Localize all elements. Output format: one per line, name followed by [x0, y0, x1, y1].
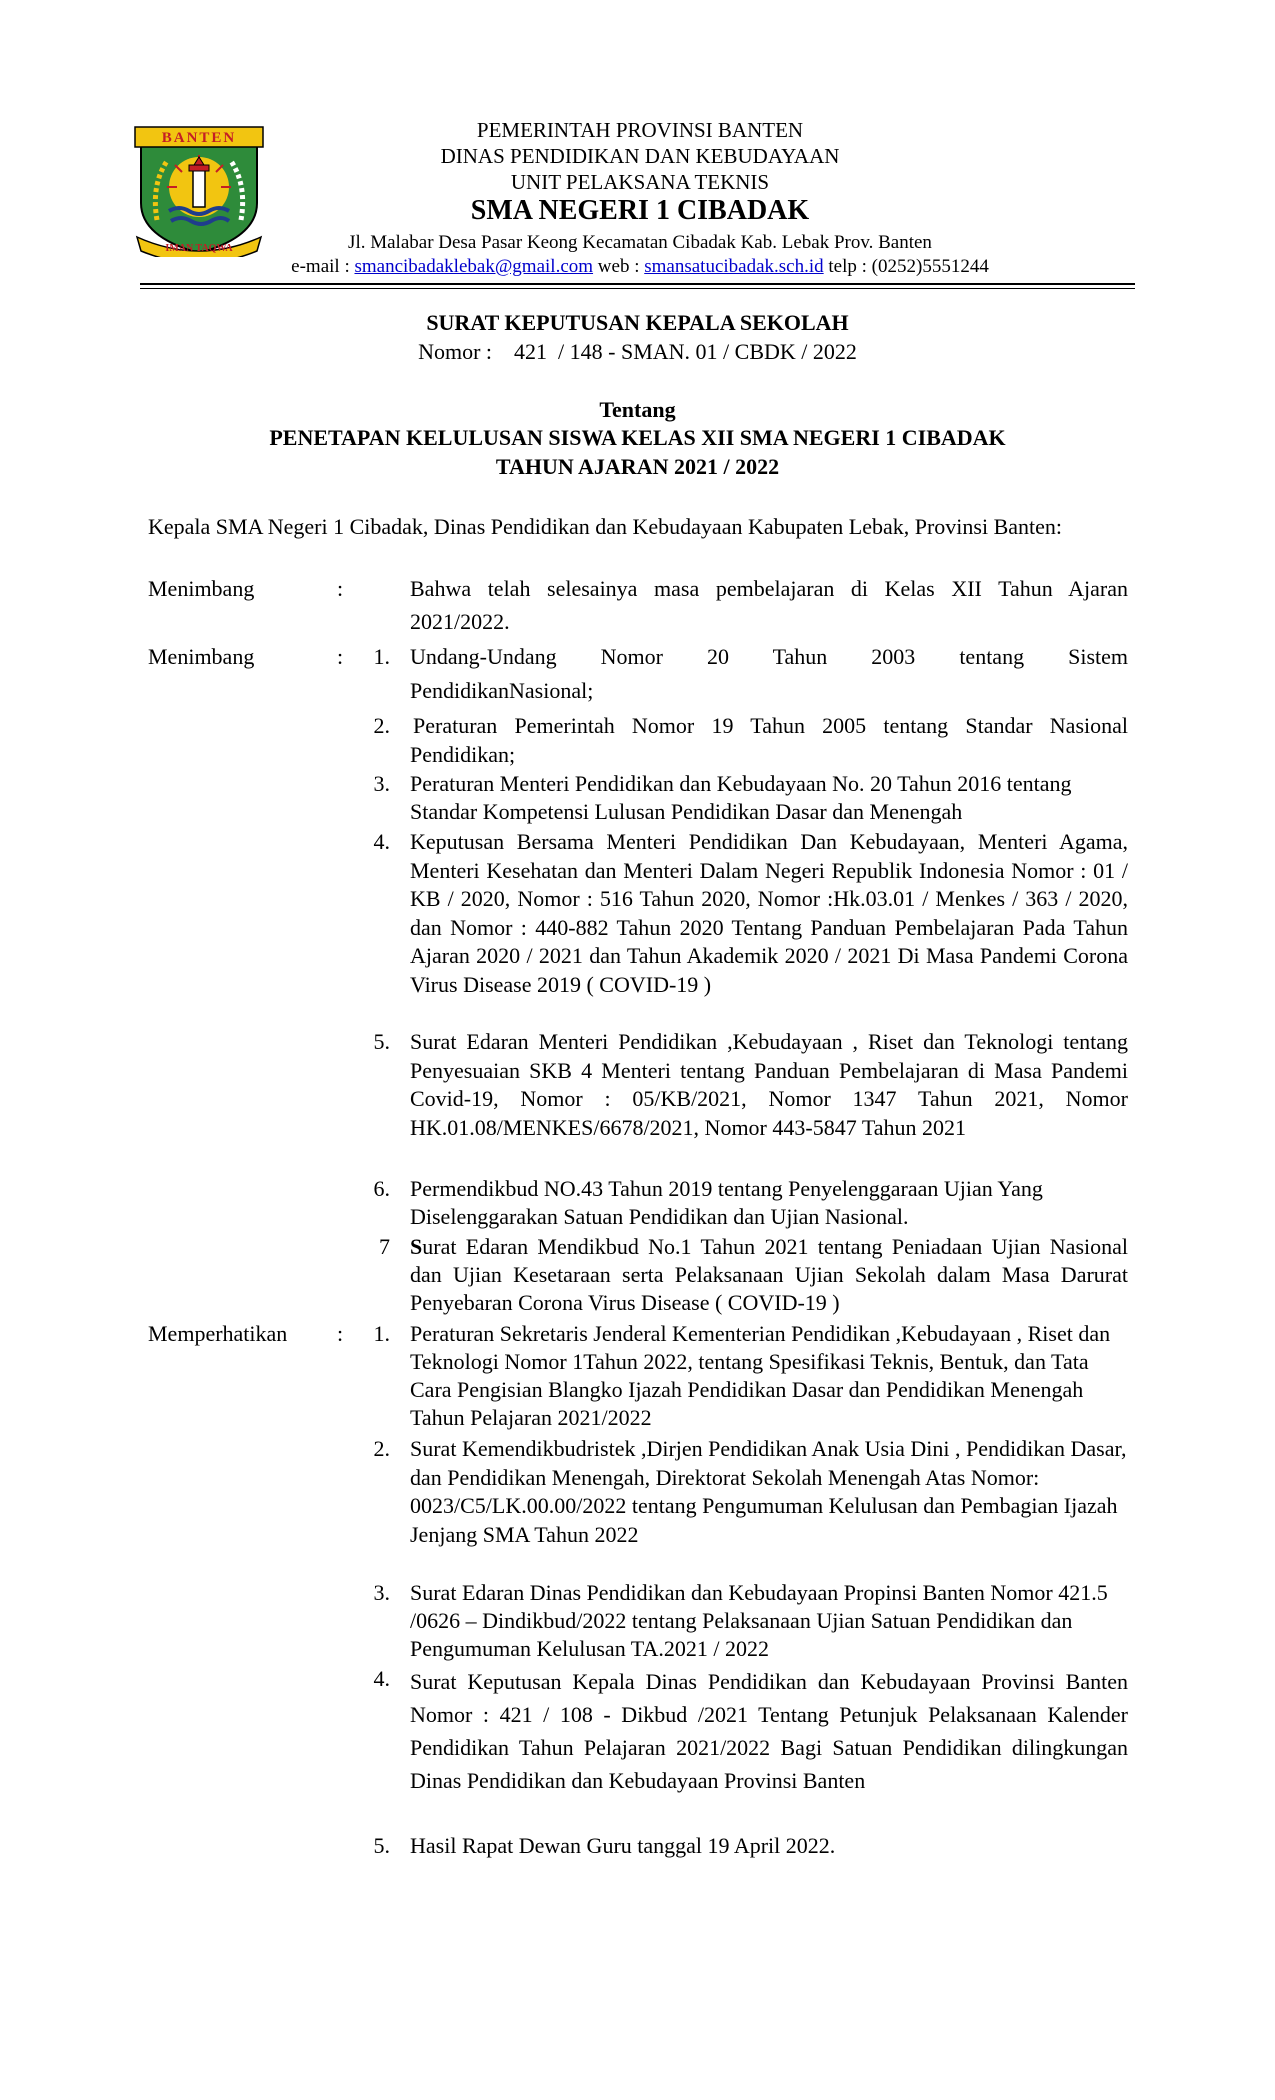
list-number: 5.: [373, 1833, 390, 1858]
list-number: 3.: [373, 771, 390, 796]
list-item-text: Peraturan Sekretaris Jenderal Kementerian Pendidikan ,Kebudayaan , Riset dan Teknologi Nomor 1Tahun 2022, tentang Spesifikasi Teknis, Bentuk, dan Tata Cara Pengisian Blangko Ijazah Pendidikan Dasar dan Pendidikan Menengah Tahun Pelajaran 2021/2022: [410, 1321, 1111, 1430]
list-item-text: PendidikanNasional;: [410, 678, 594, 703]
list-item-text: Surat Edaran Dinas Pendidikan dan Kebudayaan Propinsi Banten Nomor 421.5 /0626 – Dindikbud/2022 tentang Pelaksanaan Ujian Satuan Pendidikan dan Pengumuman Kelulusan TA.2021 / 2022: [410, 1580, 1108, 1661]
list-number: 1.: [373, 1321, 390, 1346]
list-number: 4.: [373, 1666, 390, 1691]
list-item-text: Permendikbud NO.43 Tahun 2019 tentang Penyelenggaraan Ujian Yang Diselenggarakan Satuan Pendidikan dan Ujian Nasional.: [410, 1176, 1043, 1229]
list-number: 7: [379, 1234, 390, 1259]
list-item-text: Pendidikan;: [410, 742, 516, 767]
section1-text-line1: Bahwa telah selesainya masa pembelajaran di Kelas XII Tahun Ajaran: [410, 576, 1128, 601]
letterhead-rule-thin: [140, 288, 1135, 289]
email-link[interactable]: smancibadaklebak@gmail.com: [354, 256, 594, 277]
address-line: Jl. Malabar Desa Pasar Keong Kecamatan Cibadak Kab. Lebak Prov. Banten: [348, 232, 932, 253]
subject-line-2: TAHUN AJARAN 2021 / 2022: [495, 454, 780, 479]
banten-province-logo: [133, 125, 265, 257]
logo-bottom-text: IMAN TAQWA: [165, 243, 233, 254]
section-label-observing: Memperhatikan: [148, 1321, 288, 1346]
decree-number: Nomor : 421 / 148 - SMAN. 01 / CBDK / 2022: [418, 339, 857, 364]
list-number: 2.: [373, 713, 390, 738]
section-label-considering: Menimbang: [148, 576, 255, 601]
list-item-text: Peraturan Pemerintah Nomor 19 Tahun 2005 tentang Standar Nasional: [413, 713, 1128, 738]
section-label-considering-2: Menimbang: [148, 644, 255, 669]
list-item-text: Hasil Rapat Dewan Guru tanggal 19 April 2022.: [410, 1833, 836, 1858]
list-item-rest: urat Edaran Mendikbud No.1 Tahun 2021 tentang Peniadaan Ujian Nasional dan Ujian Kesetaraan serta Pelaksanaan Ujian Sekolah dalam Masa Darurat Penyebaran Corona Virus Disease ( COVID-19 ): [410, 1234, 1128, 1315]
email-label: e-mail :: [291, 256, 355, 277]
list-item-text: [410, 1233, 1128, 1317]
list-number: 2.: [373, 1436, 390, 1461]
subject-line-1: PENETAPAN KELULUSAN SISWA KELAS XII SMA NEGERI 1 CIBADAK: [269, 425, 1006, 450]
decree-heading: SURAT KEPUTUSAN KEPALA SEKOLAH: [426, 310, 849, 335]
agency-line: DINAS PENDIDIKAN DAN KEBUDAYAAN: [440, 144, 840, 168]
section1-text-line2: 2021/2022.: [410, 609, 510, 634]
logo-top-text: BANTEN: [161, 130, 237, 146]
section-colon: :: [337, 644, 344, 669]
intro-paragraph: Kepala SMA Negeri 1 Cibadak, Dinas Pendidikan dan Kebudayaan Kabupaten Lebak, Provinsi Banten:: [148, 514, 1062, 539]
govt-line: PEMERINTAH PROVINSI BANTEN: [476, 118, 804, 142]
section-colon: :: [337, 1321, 344, 1346]
list-number: 4.: [373, 829, 390, 854]
school-name: SMA NEGERI 1 CIBADAK: [470, 195, 810, 226]
list-item-text: Surat Edaran Menteri Pendidikan ,Kebudayaan , Riset dan Teknologi tentang Penyesuaian SKB 4 Menteri tentang Panduan Pembelajaran di Masa Pandemi Covid-19, Nomor : 05/KB/2021, Nomor 1347 Tahun 2021, Nomor HK.01.08/MENKES/6678/2021, Nomor 443-5847 Tahun 2021: [410, 1029, 1128, 1140]
list-number: 6.: [373, 1176, 390, 1201]
section-colon: :: [337, 576, 344, 601]
list-item-text: Surat Keputusan Kepala Dinas Pendidikan dan Kebudayaan Provinsi Banten Nomor : 421 / 108 - Dikbud /2021 Tentang Petunjuk Pelaksanaan Kalender Pendidikan Tahun Pelajaran 2021/2022 Bagi Satuan Pendidikan dilingkungan Dinas Pendidikan dan Kebudayaan Provinsi Banten: [410, 1669, 1128, 1793]
list-item-initial: S: [410, 1234, 423, 1259]
letterhead-rule-thick: [140, 283, 1135, 285]
contact-line: [260, 256, 1020, 278]
list-number: 1.: [373, 644, 390, 669]
list-item-text: Undang-Undang Nomor 20 Tahun 2003 tentang Sistem: [410, 644, 1128, 669]
phone-text: telp : (0252)5551244: [823, 256, 989, 277]
unit-line: UNIT PELAKSANA TEKNIS: [510, 170, 770, 194]
web-label: web :: [593, 256, 645, 277]
list-number: 3.: [373, 1580, 390, 1605]
web-link[interactable]: smansatucibadak.sch.id: [644, 256, 824, 277]
list-item-text: Surat Kemendikbudristek ,Dirjen Pendidikan Anak Usia Dini , Pendidikan Dasar, dan Pendidikan Menengah, Direktorat Sekolah Menengah Atas Nomor: 0023/C5/LK.00.00/2022 tentang Pengumuman Kelulusan dan Pembagian Ijazah Jenjang SMA Tahun 2022: [410, 1436, 1127, 1547]
list-item-text: Keputusan Bersama Menteri Pendidikan Dan Kebudayaan, Menteri Agama, Menteri Kesehatan dan Menteri Dalam Negeri Republik Indonesia Nomor : 01 / KB / 2020, Nomor : 516 Tahun 2020, Nomor :Hk.03.01 / Menkes / 363 / 2020, dan Nomor : 440-882 Tahun 2020 Tentang Panduan Pembelajaran Pada Tahun Ajaran 2020 / 2021 dan Tahun Akademik 2020 / 2021 Di Masa Pandemi Corona Virus Disease 2019 ( COVID-19 ): [410, 829, 1128, 997]
list-number: 5.: [373, 1029, 390, 1054]
list-item-text: Peraturan Menteri Pendidikan dan Kebudayaan No. 20 Tahun 2016 tentang Standar Kompetensi Lulusan Pendidikan Dasar dan Menengah: [410, 771, 1072, 824]
about-label: Tentang: [599, 397, 676, 422]
